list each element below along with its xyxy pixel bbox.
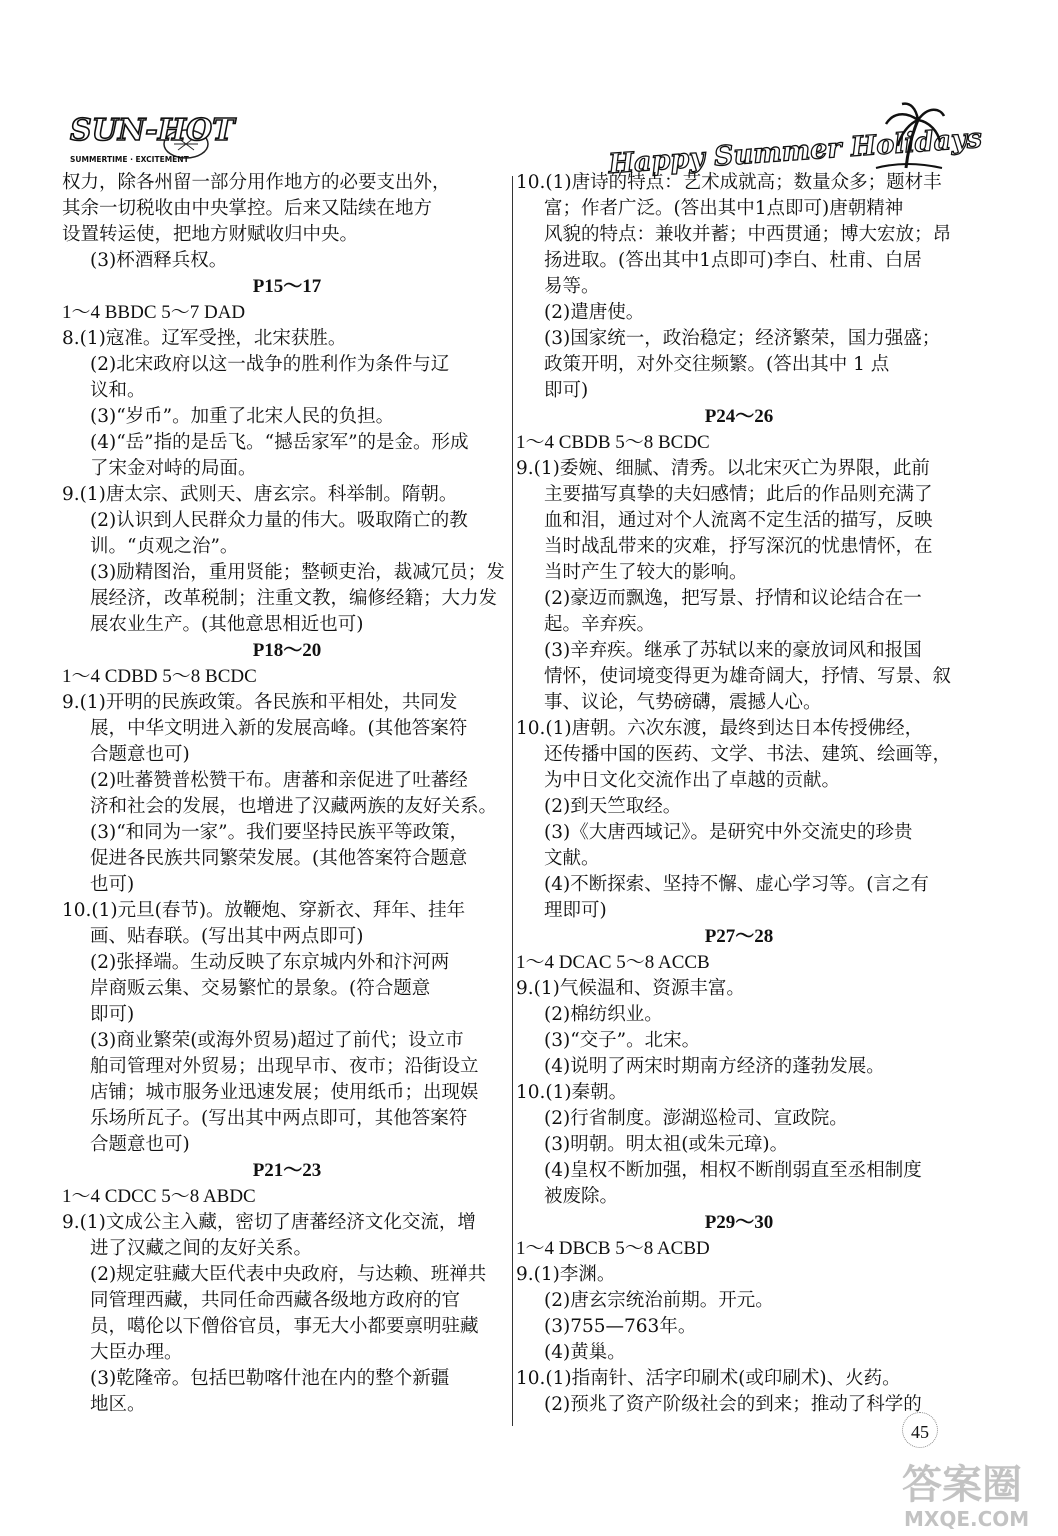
choice-answers: 1～4 CDBD 5～8 BCDC: [62, 666, 257, 687]
answer-line: 训。“贞观之治”。: [90, 536, 239, 557]
section-heading: P18～20: [252, 640, 322, 661]
svg-text:答案圈: 答案圈: [902, 1462, 1022, 1508]
answer-line: 员，噶伦以下僧俗官员，事无大小都要禀明驻藏: [90, 1316, 479, 1337]
answer-line: (3)《大唐西域记》。是研究中外交流史的珍贵: [544, 822, 913, 843]
answer-line: 事、议论，气势磅礴，震撼人心。: [544, 692, 822, 713]
answer-line: 当时产生了较大的影响。: [544, 562, 748, 583]
answer-line: (3)乾隆帝。包括巴勒喀什池在内的整个新疆: [90, 1368, 450, 1389]
answer-line: 9.(1)开明的民族政策。各民族和平相处，共同发: [62, 692, 458, 713]
answer-line: 其余一切税收由中央掌控。后来又陆续在地方: [62, 198, 433, 219]
answer-line: 促进各民族共同繁荣发展。(其他答案符合题意: [90, 848, 468, 869]
answer-line: (3)国家统一，政治稳定；经济繁荣，国力强盛；: [544, 328, 941, 349]
answer-line: 富；作者广泛。(答出其中1点即可)唐朝精神: [544, 198, 904, 219]
section-heading: P24～26: [704, 406, 774, 427]
answer-line: 展经济，改革税制；注重文教，编修经籍；大力发: [90, 588, 498, 609]
answer-line: 即可): [544, 380, 589, 401]
answer-line: 8.(1)寇准。辽军受挫，北宋获胜。: [62, 328, 347, 349]
answer-line: (2)豪迈而飘逸，把写景、抒情和议论结合在一: [544, 588, 922, 609]
choice-answers: 1～4 BBDC 5～7 DAD: [62, 302, 246, 323]
answer-line: (2)张择端。生动反映了东京城内外和汴河两: [90, 952, 450, 973]
answer-line: (3)“交子”。北宋。: [544, 1030, 701, 1051]
section-heading: P29～30: [704, 1212, 774, 1233]
answer-line: 乐场所瓦子。(写出其中两点即可，其他答案符: [90, 1108, 468, 1129]
answer-line: 舶司管理对外贸易；出现早市、夜市；沿街设立: [90, 1056, 479, 1077]
answer-line: 也可): [90, 874, 135, 895]
answer-line: 主要描写真挚的夫妇感情；此后的作品则充满了: [544, 484, 933, 505]
svg-text:SUMMERTIME · EXCITEMENT: SUMMERTIME · EXCITEMENT: [70, 155, 189, 164]
page-number: 45: [900, 1418, 940, 1446]
answer-line: 画、贴春联。(写出其中两点即可): [90, 926, 364, 947]
answer-line: 政策开明，对外交往频繁。(答出其中 1 点: [544, 354, 890, 375]
answer-line: (3)杯酒释兵权。: [90, 250, 228, 271]
answer-line: (2)规定驻藏大臣代表中央政府，与达赖、班禅共: [90, 1264, 487, 1285]
answer-line: (4)“岳”指的是岳飞。“撼岳家军”的是金。形成: [90, 432, 469, 453]
answer-column-right: [516, 170, 962, 1418]
answer-line: 10.(1)指南针、活字印刷术(或印刷术)、火药。: [516, 1368, 901, 1389]
answer-line: 展，中华文明进入新的发展高峰。(其他答案符: [90, 718, 468, 739]
answer-line: 9.(1)李渊。: [516, 1264, 616, 1285]
answer-line: 合题意也可): [90, 744, 190, 765]
section-heading: P27～28: [704, 926, 774, 947]
answer-line: (2)遣唐使。: [544, 302, 645, 323]
answer-line: 被废除。: [544, 1186, 619, 1207]
answer-line: 当时战乱带来的灾难，抒写深沉的忧患情怀，在: [544, 536, 933, 557]
answer-line: 了宋金对峙的局面。: [90, 458, 257, 479]
answer-line: 文献。: [544, 848, 600, 869]
answer-line: (3)755—763年。: [544, 1316, 697, 1337]
answer-line: 10.(1)唐诗的特点：艺术成就高；数量众多；题材丰: [516, 172, 942, 193]
answer-line: 展农业生产。(其他意思相近也可): [90, 614, 364, 635]
answer-line: (2)预兆了资产阶级社会的到来；推动了科学的: [544, 1394, 922, 1415]
answer-line: 还传播中国的医药、文学、书法、建筑、绘画等，: [544, 744, 952, 765]
section-heading: P15～17: [252, 276, 322, 297]
answer-line: (3)明朝。明太祖(或朱元璋)。: [544, 1134, 789, 1155]
svg-text:MXQE.COM: MXQE.COM: [904, 1507, 1030, 1531]
answer-line: (2)北宋政府以这一战争的胜利作为条件与辽: [90, 354, 450, 375]
answer-line: (3)“和同为一家”。我们要坚持民族平等政策，: [90, 822, 469, 843]
answer-line: (4)说明了两宋时期南方经济的蓬勃发展。: [544, 1056, 885, 1077]
choice-answers: 1～4 DCAC 5～8 ACCB: [516, 952, 710, 973]
answer-line: (4)黄巢。: [544, 1342, 626, 1363]
answer-line: 岸商贩云集、交易繁忙的景象。(符合题意: [90, 978, 431, 999]
choice-answers: 1～4 CBDB 5～8 BCDC: [516, 432, 710, 453]
answer-line: 情怀，使词境变得更为雄奇阔大，抒情、写景、叙: [544, 666, 952, 687]
answer-line: 为中日文化交流作出了卓越的贡献。: [544, 770, 841, 791]
answer-line: 地区。: [90, 1394, 146, 1415]
answer-line: 9.(1)文成公主入藏，密切了唐蕃经济文化交流，增: [62, 1212, 476, 1233]
answer-line: 9.(1)唐太宗、武则天、唐玄宗。科举制。隋朝。: [62, 484, 458, 505]
answer-line: (3)辛弃疾。继承了苏轼以来的豪放词风和报国: [544, 640, 922, 661]
choice-answers: 1～4 CDCC 5～8 ABDC: [62, 1186, 256, 1207]
answer-line: 10.(1)秦朝。: [516, 1082, 628, 1103]
answer-line: 店铺；城市服务业迅速发展；使用纸币；出现娱: [90, 1082, 479, 1103]
answer-line: (2)棉纺织业。: [544, 1004, 663, 1025]
answer-line: 9.(1)委婉、细腻、清秀。以北宋灭亡为界限，此前: [516, 458, 930, 479]
sun-hot-logo: [66, 104, 235, 174]
answer-line: (3)商业繁荣(或海外贸易)超过了前代；设立市: [90, 1030, 464, 1051]
answer-line: (4)不断探索、坚持不懈、虚心学习等。(言之有: [544, 874, 929, 895]
answer-line: (3)励精图治，重用贤能；整顿吏治，裁减冗员；发: [90, 562, 505, 583]
answer-line: 合题意也可): [90, 1134, 190, 1155]
answer-line: 易等。: [544, 276, 600, 297]
answer-line: (3)“岁币”。加重了北宋人民的负担。: [90, 406, 395, 427]
answer-line: 理即可): [544, 900, 607, 921]
answer-line: 即可): [90, 1004, 135, 1025]
answer-line: 9.(1)气候温和、资源丰富。: [516, 978, 745, 999]
answer-line: (4)皇权不断加强，相权不断削弱直至丞相制度: [544, 1160, 922, 1181]
happy-summer-holidays-logo: [606, 102, 983, 180]
answer-line: 设置转运使，把地方财赋收归中央。: [62, 224, 359, 245]
answer-line: 10.(1)唐朝。六次东渡，最终到达日本传授佛经，: [516, 718, 924, 739]
answer-line: 大臣办理。: [90, 1342, 183, 1363]
answer-line: (2)行省制度。澎湖巡检司、宣政院。: [544, 1108, 848, 1129]
answer-line: 起。辛弃疾。: [544, 614, 656, 635]
answer-column-left: [62, 170, 512, 1418]
answer-line: 扬进取。(答出其中1点即可)李白、杜甫、白居: [544, 250, 922, 271]
svg-text:Happy Summer Holidays: Happy Summer Holidays: [607, 122, 983, 180]
answer-line: 风貌的特点：兼收并蓄；中西贯通；博大宏放；昂: [544, 224, 952, 245]
answer-line: 议和。: [90, 380, 146, 401]
answer-line: 10.(1)元旦(春节)。放鞭炮、穿新衣、拜年、挂年: [62, 900, 466, 921]
answer-line: (2)吐蕃赞普松赞干布。唐蕃和亲促进了吐蕃经: [90, 770, 468, 791]
answer-line: 血和泪，通过对个人流离不定生活的描写，反映: [544, 510, 933, 531]
answer-line: 同管理西藏，共同任命西藏各级地方政府的官: [90, 1290, 461, 1311]
answer-line: (2)认识到人民群众力量的伟大。吸取隋亡的教: [90, 510, 468, 531]
watermark-logo: [898, 1446, 1048, 1534]
column-divider: [512, 176, 513, 1426]
svg-text:SUN-HOT: SUN-HOT: [70, 113, 235, 148]
answer-line: (2)到天竺取经。: [544, 796, 682, 817]
answer-line: 权力，除各州留一部分用作地方的必要支出外，: [62, 172, 451, 193]
answer-line: 济和社会的发展，也增进了汉藏两族的友好关系。: [90, 796, 498, 817]
choice-answers: 1～4 DBCB 5～8 ACBD: [516, 1238, 710, 1259]
section-heading: P21～23: [252, 1160, 322, 1181]
answer-line: 进了汉藏之间的友好关系。: [90, 1238, 313, 1259]
answer-line: (2)唐玄宗统治前期。开元。: [544, 1290, 774, 1311]
